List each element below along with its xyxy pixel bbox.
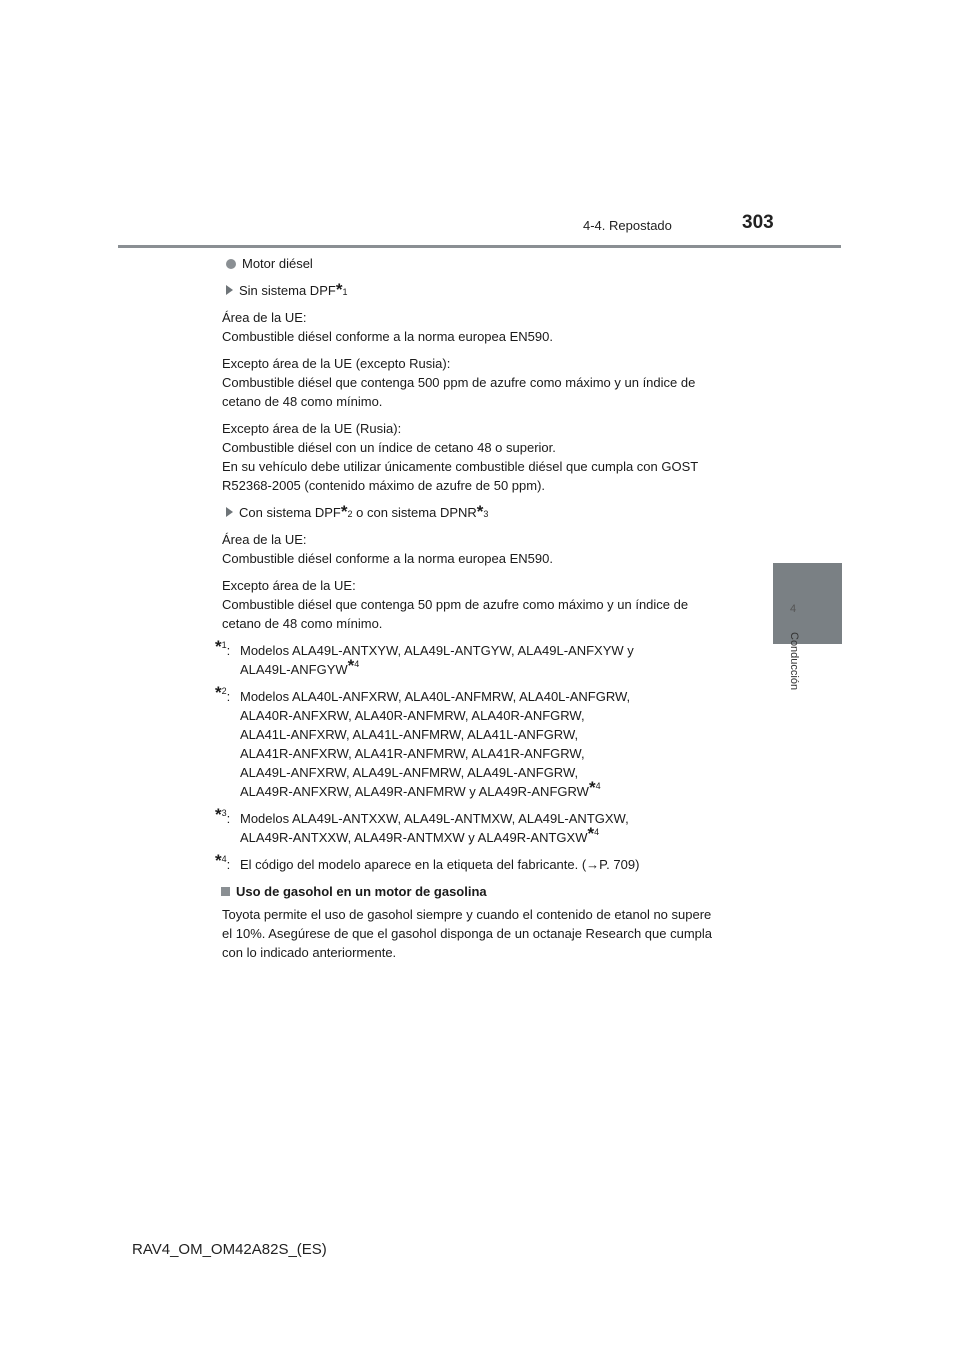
text-line: el 10%. Asegúrese de que el gasohol disponga de un octanaje Research que cumpla (222, 926, 713, 941)
footnote-marker: $^{*4}$: (215, 851, 231, 872)
text-line: con lo indicado anteriormente. (222, 945, 397, 960)
square-bullet-icon (221, 887, 230, 896)
text-line: Toyota permite el uso de gasohol siempre y cuando el contenido de etanol no supere (222, 907, 712, 922)
footnote-text (240, 641, 634, 679)
eu-area-paragraph (222, 308, 745, 346)
diesel-heading (222, 254, 745, 273)
diesel-heading-text: Motor diésel (242, 256, 313, 271)
footnote-marker: $^{*3}$: (215, 805, 231, 826)
with-dpf-heading: Con sistema DPF * 2 o con sistema DPNR * 3 (222, 503, 745, 522)
text-line: ALA49R-ANFXRW, ALA49R-ANFMRW y ALA49R-ANFGRW$^{*4}$ (240, 778, 601, 799)
footnote-ref[interactable]: 4 (354, 659, 360, 669)
footnote-ref[interactable]: 4 (594, 827, 600, 837)
text-line: ALA49L-ANFGYW$^{*4}$ (240, 656, 360, 677)
gasohol-heading-text: Uso de gasohol en un motor de gasolina (236, 884, 487, 899)
section-title: 4-4. Repostado (583, 218, 672, 233)
text-line: Área de la UE: (222, 532, 307, 547)
footnote-ref[interactable]: 4 (595, 781, 601, 791)
footnote-2 (215, 683, 745, 801)
eu-area-paragraph-2 (222, 530, 745, 568)
text-line: Combustible diésel que contenga 50 ppm de azufre como máximo y un índice de (222, 597, 689, 612)
header-divider (118, 245, 841, 248)
footnote-text (240, 855, 639, 874)
arrow-bullet-icon (226, 507, 233, 517)
text-line: Excepto área de la UE (Rusia): (222, 421, 402, 436)
chapter-tab[interactable] (773, 563, 842, 644)
arrow-bullet-icon (226, 285, 233, 295)
text-line: R52368-2005 (contenido máximo de azufre de 50 ppm). (222, 478, 546, 493)
except-eu-paragraph (222, 354, 745, 411)
footnote-text (240, 687, 630, 801)
gasohol-paragraph (222, 905, 745, 962)
text-line: ALA40R-ANFXRW, ALA40R-ANFMRW, ALA40R-ANFGRW, (240, 708, 585, 723)
with-dpnr-label: o con sistema DPNR (352, 505, 477, 520)
text-line: Modelos ALA49L-ANTXYW, ALA49L-ANTGYW, ALA49L-ANFXYW y (240, 643, 634, 658)
text-line: cetano de 48 como mínimo. (222, 394, 383, 409)
no-dpf-label: Sin sistema DPF (239, 283, 336, 298)
except-eu-russia-paragraph (222, 419, 745, 495)
chapter-tab-number: 4 (790, 603, 797, 615)
text-line: Combustible diésel que contenga 500 ppm de azufre como máximo y un índice de (222, 375, 696, 390)
text-line: cetano de 48 como mínimo. (222, 616, 383, 631)
text-line: En su vehículo debe utilizar únicamente combustible diésel que cumpla con GOST (222, 459, 699, 474)
text-line: Área de la UE: (222, 310, 307, 325)
footnote-marker: $^{*1}$: (215, 637, 231, 658)
text-line: Modelos ALA40L-ANFXRW, ALA40L-ANFMRW, ALA40L-ANFGRW, (240, 689, 631, 704)
except-eu-paragraph-2 (222, 576, 745, 633)
footnote-text (240, 809, 629, 847)
text-line: Modelos ALA49L-ANTXXW, ALA49L-ANTMXW, ALA49L-ANTGXW, (240, 811, 629, 826)
footnote-4 (215, 851, 745, 874)
text-line: ALA41L-ANFXRW, ALA41L-ANFMRW, ALA41L-ANFGRW, (240, 727, 579, 742)
with-dpf-label: Con sistema DPF (239, 505, 341, 520)
gasohol-heading (222, 882, 745, 901)
text-line: ALA49L-ANFXRW, ALA49L-ANFMRW, ALA49L-ANFGRW, (240, 765, 579, 780)
text-line: Excepto área de la UE (excepto Rusia): (222, 356, 451, 371)
page-content (215, 254, 745, 970)
footnote-1 (215, 637, 745, 679)
no-dpf-heading: Sin sistema DPF * 1 (222, 281, 745, 300)
text-line: Excepto área de la UE: (222, 578, 356, 593)
footnote-marker: $^{*2}$: (215, 683, 231, 704)
text-line: Combustible diésel con un índice de cetano 48 o superior. (222, 440, 556, 455)
page-reference-link[interactable]: El código del modelo aparece en la etiqueta del fabricante. (→P. 709) (240, 857, 640, 872)
text-line: Combustible diésel conforme a la norma europea EN590. (222, 551, 553, 566)
text-line: ALA49R-ANTXXW, ALA49R-ANTMXW y ALA49R-ANTGXW$^{*4}$ (240, 824, 600, 845)
circle-bullet-icon (226, 259, 236, 269)
page-number: 303 (742, 212, 774, 233)
text-line: ALA41R-ANFXRW, ALA41R-ANFMRW, ALA41R-ANFGRW, (240, 746, 585, 761)
footnote-3 (215, 805, 745, 847)
document-id: RAV4_OM_OM42A82S_(ES) (132, 1241, 327, 1258)
chapter-tab-label: Conducción (788, 632, 800, 691)
text-line: Combustible diésel conforme a la norma europea EN590. (222, 329, 553, 344)
